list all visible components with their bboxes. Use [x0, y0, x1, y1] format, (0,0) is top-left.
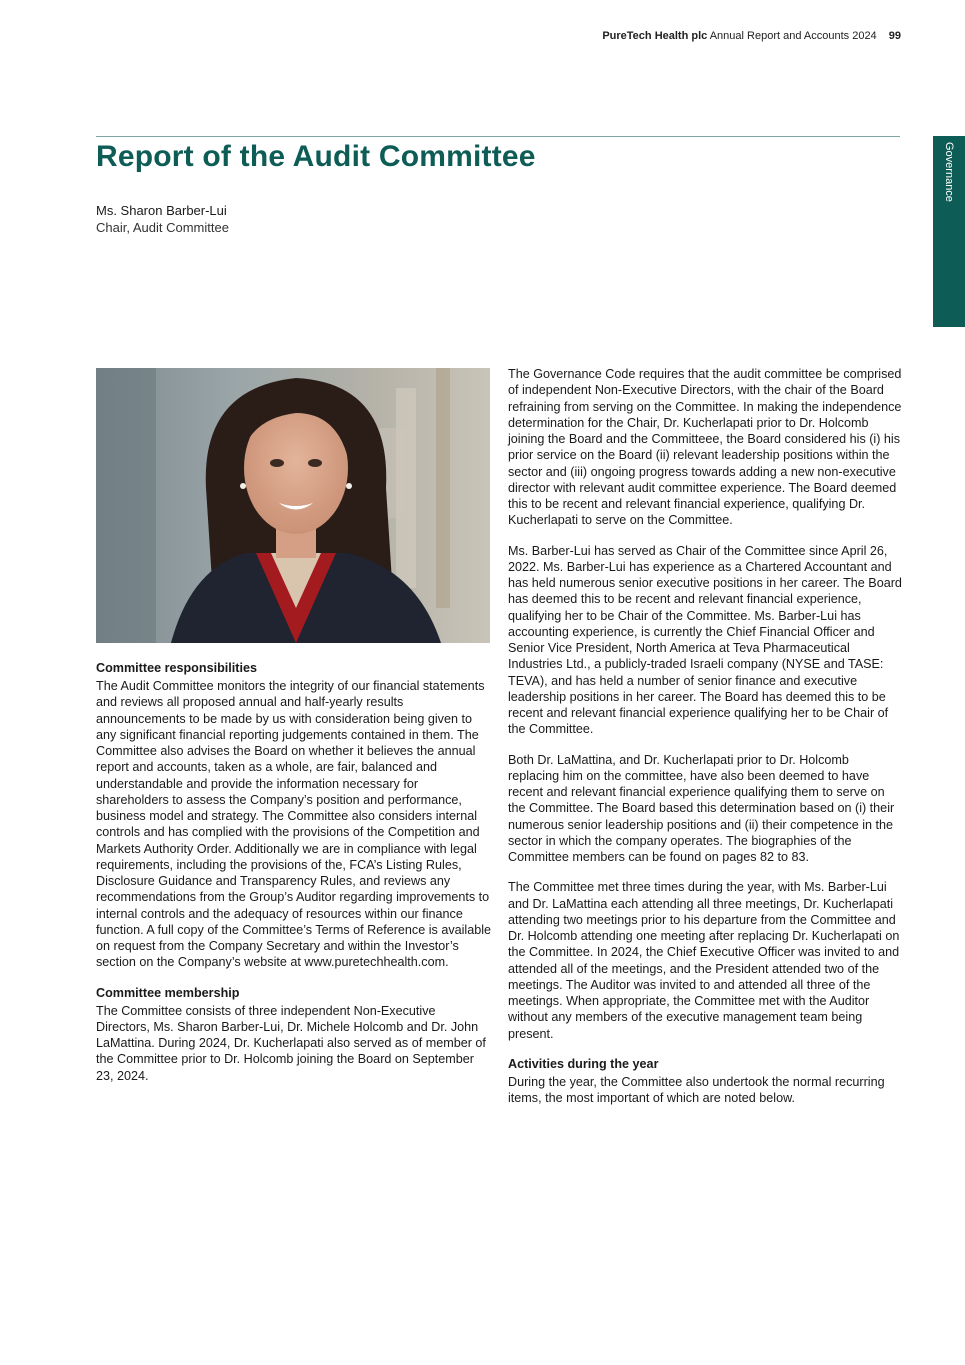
page-number: 99 — [888, 30, 901, 42]
company-name: PureTech Health plc — [602, 30, 708, 42]
meetings-paragraph: The Committee met three times during the year, with Ms. Barber-Lui and Dr. LaMattina each attending all three meetings, Dr. Kucherlapati attending two meetings prior to his departure from the Committee and Dr. Holcomb attending one meeting after replacing Dr. Kucherlapati on the Committee. In 2024, the Chief Executive Officer was invited to and attended all of the meetings, and the President attended two of the meetings. The Auditor was invited to and attended all three of the meetings. When appropriate, the Committee met with the Auditor without any members of the executive management team being present. — [508, 880, 900, 1041]
page-title: Report of the Audit Committee — [96, 140, 536, 173]
portrait-illustration — [96, 368, 490, 643]
chair-name: Ms. Sharon Barber-Lui — [96, 203, 227, 218]
activities-heading: Activities during the year — [508, 1056, 659, 1071]
membership-heading: Committee membership — [96, 985, 240, 1000]
chair-portrait-photo — [96, 368, 490, 643]
section-tab — [933, 136, 965, 327]
chair-experience-paragraph: Ms. Barber-Lui has served as Chair of the Committee since April 26, 2022. Ms. Barber-Lui has experience as a Chartered Accountant and has held numerous senior executive positions in her career. The Board has deemed this to be recent and relevant financial experience, qualifying her to be Chair of the Committee. Ms. Barber-Lui has accounting experience, is currently the Chief Financial Officer and Senior Vice President, North America at Teva Pharmaceutical Industries Ltd., a publicly-traded Israeli company (NYSE and TASE: TEVA), and has held a number of senior finance and executive leadership positions in her career. The Board has deemed this to be recent and relevant financial experience qualifying her to be Chair of the Committee. — [508, 543, 902, 737]
activities-text: During the year, the Committee also undertook the normal recurring items, the most important of which are noted below. — [508, 1074, 885, 1105]
members-experience-paragraph: Both Dr. LaMattina, and Dr. Kucherlapati prior to Dr. Holcomb replacing him on the committee, have also been deemed to have recent and relevant financial experience qualifying them to serve on the Committee. The Board based this determination based on (i) their numerous senior leadership positions and (ii) their competence in the sector in which the company operates. The biographies of the Committee members can be found on pages 82 to 83. — [508, 752, 895, 864]
right-column — [508, 366, 902, 1120]
responsibilities-heading: Committee responsibilities — [96, 661, 257, 675]
report-title: Annual Report and Accounts 2024 — [709, 30, 877, 42]
governance-code-paragraph: The Governance Code requires that the audit committee be comprised of independent Non-Executive Directors, with the chair of the Board refraining from serving on the Committee. In making the independence determination for the Chair, Dr. Kucherlapati prior to Dr. Holcomb joining the Board and the Committeee, the Board considered his (i) his prior service on the Board (ii) relevant leadership positions within the sector and (iii) ongoing progress towards adding a new non-executive director with relevant audit committee experience. The Board deemed this to be recent and relevant financial experience, qualifying Dr. Kucherlapati to serve on the Committee. — [508, 367, 902, 528]
section-tab-label: Governance — [943, 142, 955, 202]
left-column — [96, 660, 492, 1098]
membership-text: The Committee consists of three independent Non-Executive Directors, Ms. Sharon Barber-Lui, Dr. Michele Holcomb and Dr. John LaMattina. During 2024, Dr. Kucherlapati also served as of member of the Committee prior to Dr. Holcomb joining the Board on September 23, 2024. — [96, 1003, 486, 1083]
title-divider — [96, 136, 900, 137]
responsibilities-text: The Audit Committee monitors the integrity of our financial statements and reviews all proposed annual and half-yearly results announcements to be made by us with consideration being given to any significant financial reporting judgements contained in them. The Committee also advises the Board on whether it believes the annual report and accounts, taken as a whole, are fair, balanced and understandable and provide the information necessary for shareholders to assess the Company’s position and performance, business model and strategy. The Committee also considers internal controls and has complied with the provisions of the Competition and Markets Authority Order. Additionally we are in compliance with legal requirements, including the provisions of the, FCA’s Listing Rules, Disclosure Guidance and Transparency Rules, and reviews any recommendations from the Group’s Auditor regarding improvements to internal controls and the adequacy of resources within our finance function. A full copy of the Committee’s Terms of Reference is available on request from the Company Secretary and within the Investor’s section on the Company’s website at www.puretechhealth.com. — [96, 679, 492, 970]
page-header — [602, 30, 901, 42]
chair-role: Chair, Audit Committee — [96, 220, 229, 235]
